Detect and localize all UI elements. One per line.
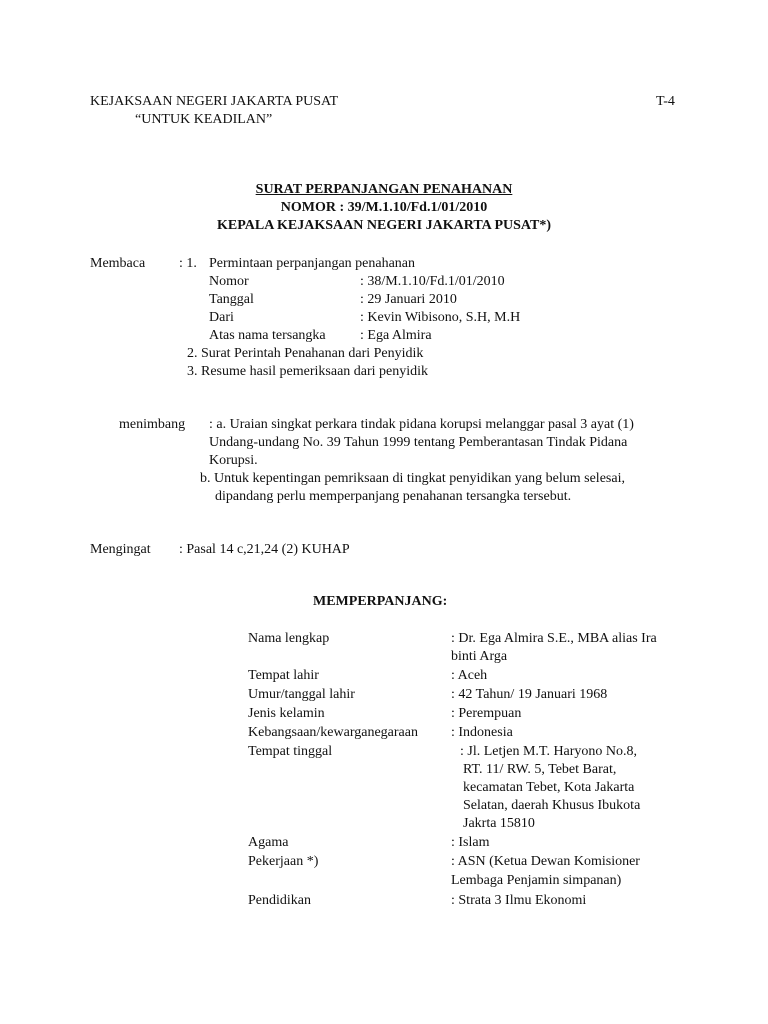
field-label-tempat-tinggal: Tempat tinggal [248,744,333,759]
field-value-pekerjaan-cont: Lembaga Penjamin simpanan) [451,873,622,888]
field-value-tempat-lahir: : Aceh [451,668,488,683]
menimbang-a-line1: : a. Uraian singkat perkara tindak pidana korupsi melanggar pasal 3 ayat (1) [209,417,634,432]
detail-value: : Kevin Wibisono, S.H, M.H [360,310,521,325]
menimbang-b-line2: dipandang perlu memperpanjang penahanan tersangka tersebut. [215,489,572,504]
field-value-nama-cont: binti Arga [451,649,508,664]
mengingat-value: : Pasal 14 c,21,24 (2) KUHAP [179,542,350,557]
field-value-jenis-kelamin: : Perempuan [451,706,522,721]
detail-label: Nomor [209,274,249,289]
field-label-nama: Nama lengkap [248,631,330,646]
field-value-agama: : Islam [451,835,490,850]
detail-value: : 38/M.1.10/Fd.1/01/2010 [360,274,505,289]
field-label-kebangsaan: Kebangsaan/kewarganegaraan [248,725,418,740]
field-value-nama: : Dr. Ega Almira S.E., MBA alias Ira [451,631,657,646]
menimbang-label: menimbang [119,417,186,432]
detail-label: Dari [209,310,234,325]
field-value-kebangsaan: : Indonesia [451,725,513,740]
field-value-pendidikan: : Strata 3 Ilmu Ekonomi [451,893,587,908]
document-number: NOMOR : 39/M.1.10/Fd.1/01/2010 [280,200,488,215]
detail-value: : 29 Januari 2010 [360,292,457,307]
field-label-tempat-lahir: Tempat lahir [248,668,319,683]
issuer-title: KEPALA KEJAKSAAN NEGERI JAKARTA PUSAT*) [217,218,551,233]
field-label-jenis-kelamin: Jenis kelamin [248,706,325,721]
field-value-tempat-tinggal-cont: kecamatan Tebet, Kota Jakarta [463,780,635,795]
institution-name: KEJAKSAAN NEGERI JAKARTA PUSAT [90,94,339,109]
memperpanjang-heading: MEMPERPANJANG: [313,594,448,609]
field-value-tempat-tinggal-cont: Jakrta 15810 [463,816,535,831]
field-value-tempat-tinggal-cont: Selatan, daerah Khusus Ibukota [463,798,641,813]
field-value-tempat-tinggal: : Jl. Letjen M.T. Haryono No.8, [460,744,638,759]
detail-label: Atas nama tersangka [209,328,326,343]
document-title: SURAT PERPANJANGAN PENAHANAN [255,182,513,197]
membaca-item3: 3. Resume hasil pemeriksaan dari penyidik [187,364,429,379]
detail-label: Tanggal [209,292,254,307]
detail-value: : Ega Almira [360,328,432,343]
menimbang-a-line3: Korupsi. [209,453,258,468]
membaca-colon-number: : 1. [179,256,197,271]
field-value-pekerjaan: : ASN (Ketua Dewan Komisioner [451,854,640,869]
field-label-agama: Agama [248,835,289,850]
menimbang-b-line1: b. Untuk kepentingan pemriksaan di tingkat penyidikan yang belum selesai, [200,471,625,486]
field-value-tempat-tinggal-cont: RT. 11/ RW. 5, Tebet Barat, [463,762,617,777]
field-value-umur: : 42 Tahun/ 19 Januari 1968 [451,687,608,702]
membaca-item1-title: Permintaan perpanjangan penahanan [209,256,416,271]
menimbang-a-line2: Undang-undang No. 39 Tahun 1999 tentang Pemberantasan Tindak Pidana [209,435,628,450]
mengingat-label: Mengingat [90,542,151,557]
form-code: T-4 [656,94,675,109]
field-label-pendidikan: Pendidikan [248,893,311,908]
membaca-label: Membaca [90,256,146,271]
motto: “UNTUK KEADILAN” [135,112,273,127]
field-label-umur: Umur/tanggal lahir [248,687,355,702]
membaca-item2: 2. Surat Perintah Penahanan dari Penyidik [187,346,424,361]
field-label-pekerjaan: Pekerjaan *) [248,854,319,869]
